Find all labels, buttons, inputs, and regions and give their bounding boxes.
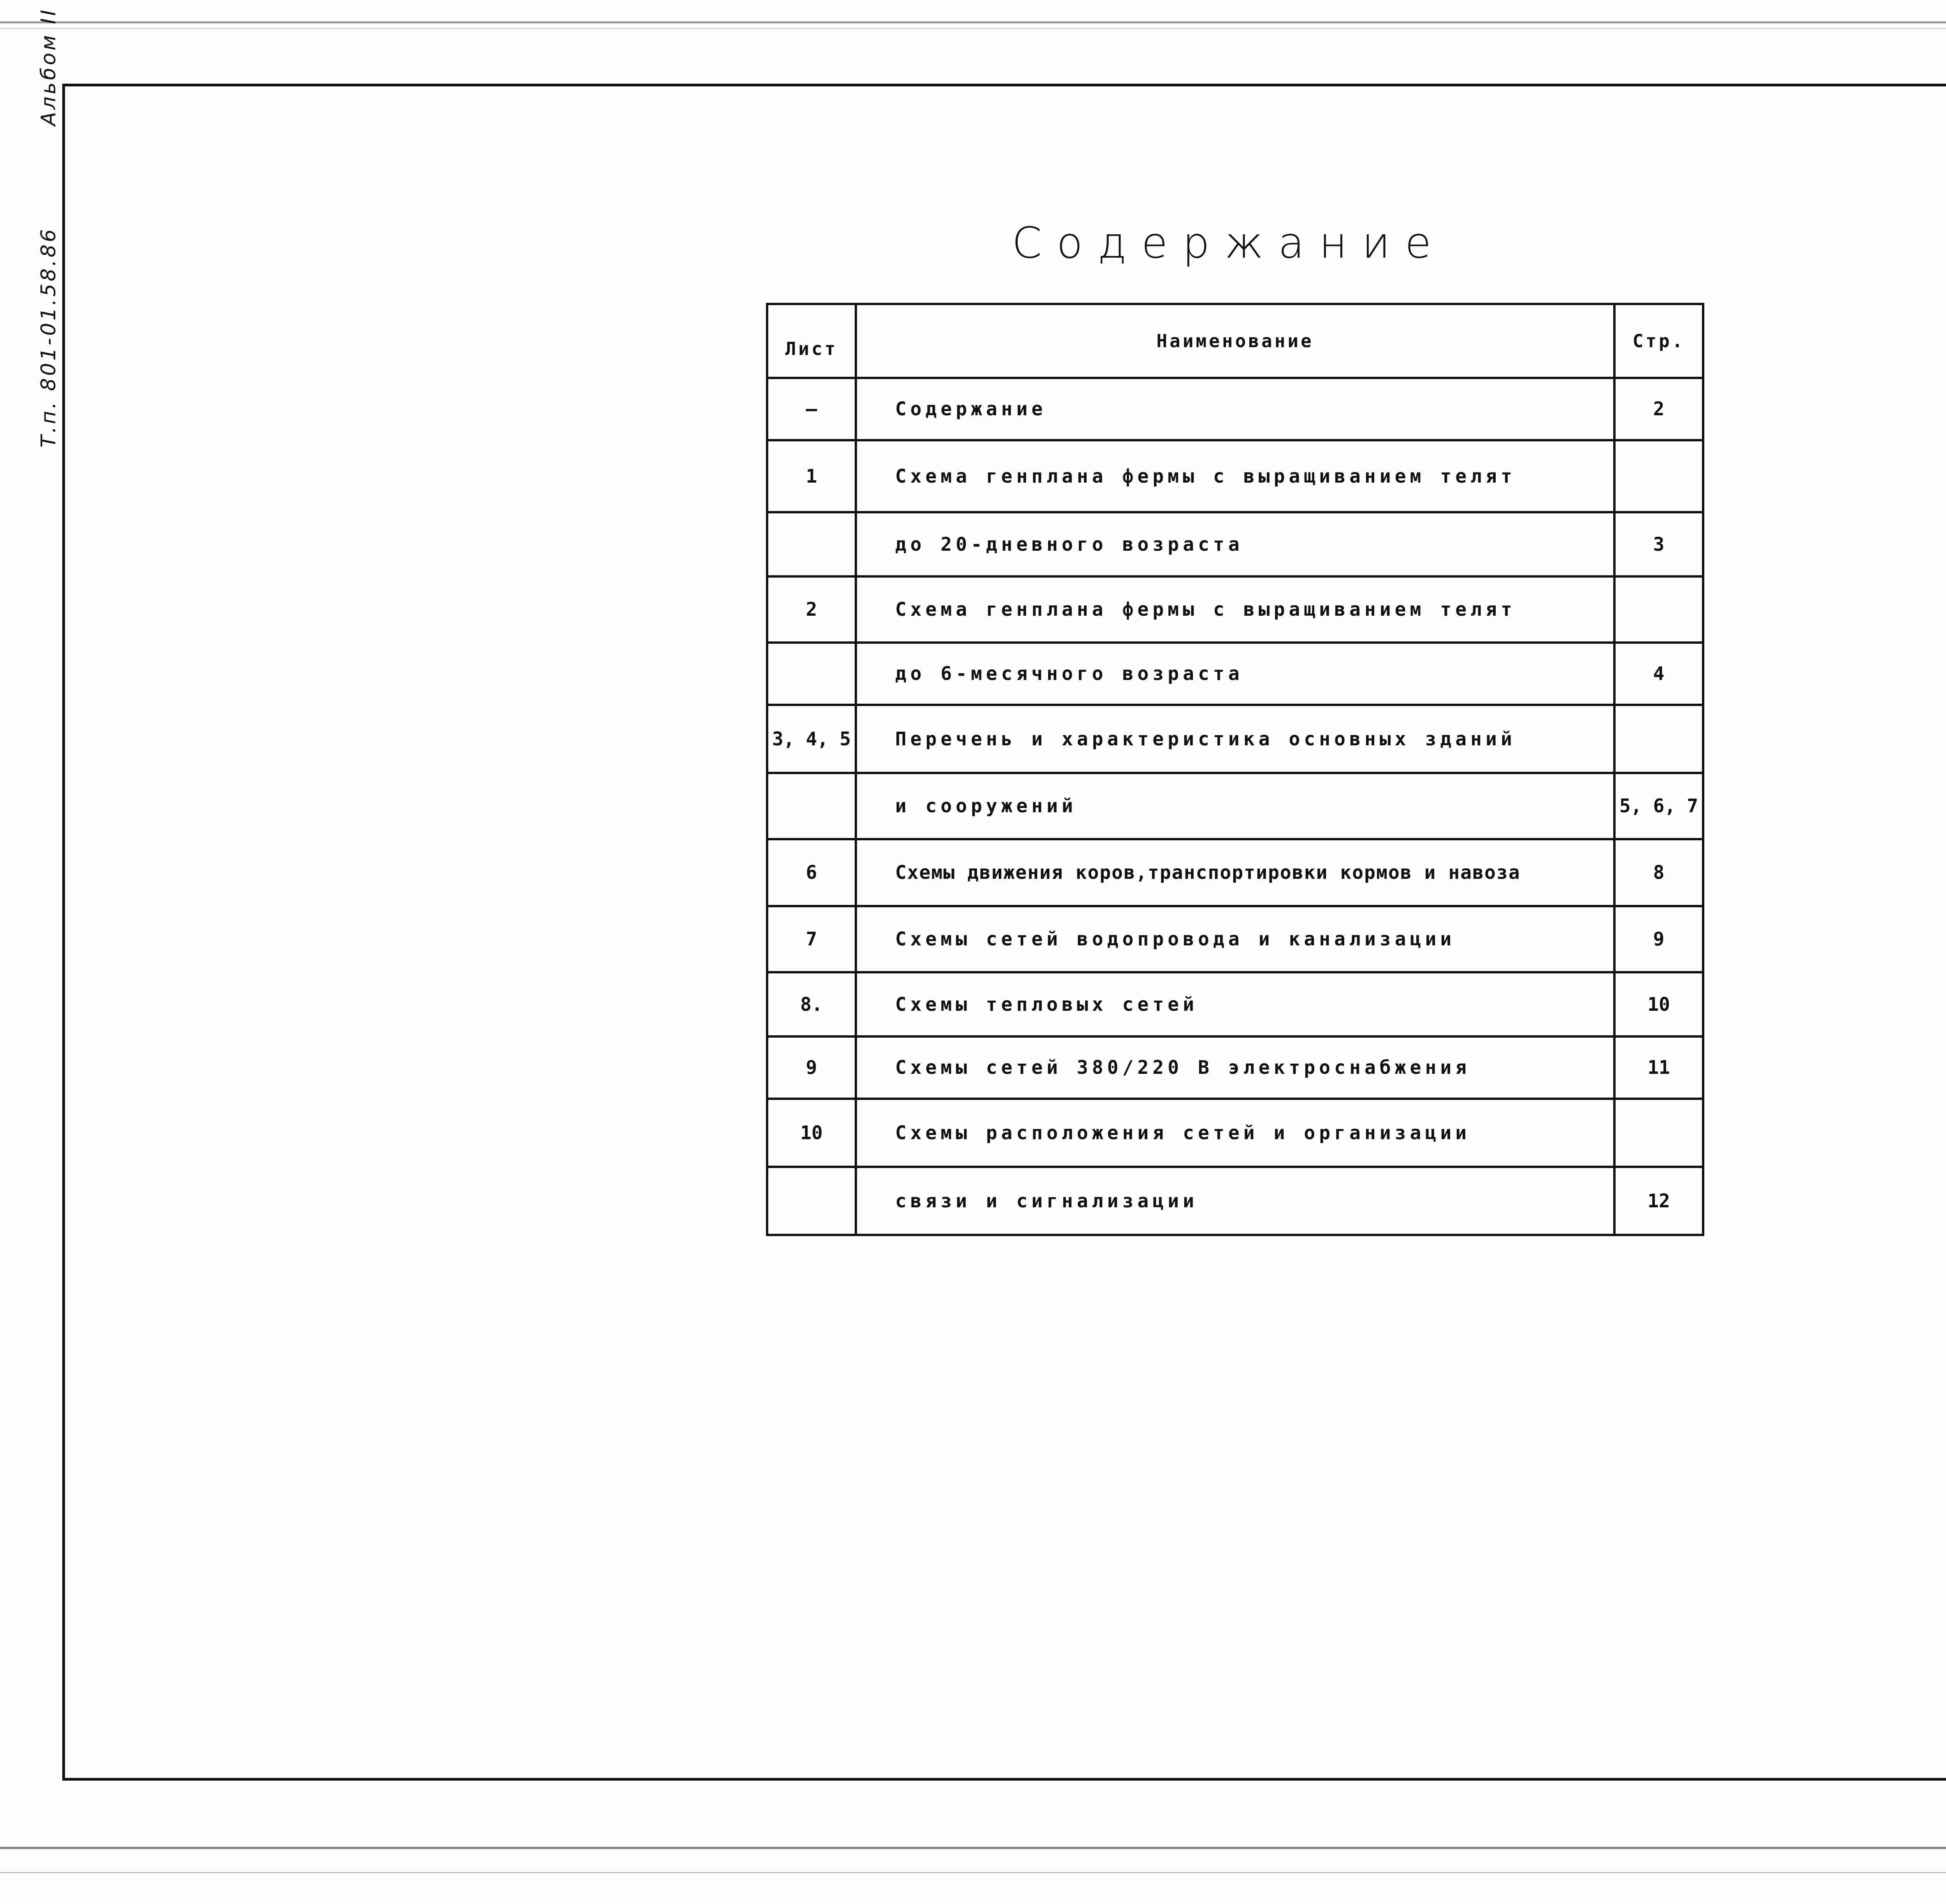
row-name: Схемы тепловых сетей bbox=[856, 972, 1614, 1036]
row-name: Содержание bbox=[856, 378, 1614, 440]
scan-edge-bottom bbox=[0, 1847, 1946, 1849]
scan-edge-top bbox=[0, 21, 1946, 23]
table-row bbox=[767, 378, 1703, 440]
row-name: Схемы расположения сетей и организации bbox=[856, 1099, 1614, 1167]
row-page: 8 bbox=[1614, 839, 1703, 906]
page-title: Содержание bbox=[1012, 218, 1446, 268]
document-designation: Т.п. 801-01.58.86 bbox=[37, 227, 60, 448]
row-name: до 20-дневного возраста bbox=[856, 512, 1614, 576]
table-row bbox=[767, 576, 1703, 643]
row-sheet bbox=[767, 1167, 856, 1235]
header-page: Стр. bbox=[1614, 304, 1703, 378]
row-name: связи и сигнализации bbox=[856, 1167, 1614, 1235]
row-sheet bbox=[767, 643, 856, 705]
row-sheet: — bbox=[767, 378, 856, 440]
row-sheet: 3, 4, 5 bbox=[767, 705, 856, 773]
row-name: Схема генплана фермы с выращиванием телят bbox=[856, 576, 1614, 643]
row-sheet: 2 bbox=[767, 576, 856, 643]
row-sheet: 9 bbox=[767, 1036, 856, 1099]
row-sheet: 8. bbox=[767, 972, 856, 1036]
table-row bbox=[767, 705, 1703, 773]
row-name: до 6-месячного возраста bbox=[856, 643, 1614, 705]
row-sheet bbox=[767, 773, 856, 839]
row-page bbox=[1614, 1099, 1703, 1167]
row-sheet: 10 bbox=[767, 1099, 856, 1167]
row-name: и сооружений bbox=[856, 773, 1614, 839]
table-row bbox=[767, 440, 1703, 512]
table-row bbox=[767, 643, 1703, 705]
row-page bbox=[1614, 705, 1703, 773]
table-row bbox=[767, 839, 1703, 906]
side-label bbox=[37, 7, 60, 448]
row-name: Перечень и характеристика основных зданий bbox=[856, 705, 1614, 773]
row-page: 10 bbox=[1614, 972, 1703, 1036]
table-row bbox=[767, 972, 1703, 1036]
table-row bbox=[767, 1099, 1703, 1167]
scan-edge-top-thin bbox=[0, 28, 1946, 29]
row-sheet: 7 bbox=[767, 906, 856, 972]
album-label: Альбом II bbox=[37, 7, 60, 126]
row-name: Схемы сетей водопровода и канализации bbox=[856, 906, 1614, 972]
header-name: Наименование bbox=[856, 304, 1614, 378]
row-page: 9 bbox=[1614, 906, 1703, 972]
table-header-row bbox=[767, 304, 1703, 378]
table-row bbox=[767, 1167, 1703, 1235]
row-page: 3 bbox=[1614, 512, 1703, 576]
row-sheet bbox=[767, 512, 856, 576]
row-page bbox=[1614, 576, 1703, 643]
row-sheet: 1 bbox=[767, 440, 856, 512]
row-page: 12 bbox=[1614, 1167, 1703, 1235]
row-page: 4 bbox=[1614, 643, 1703, 705]
row-page bbox=[1614, 440, 1703, 512]
table-row bbox=[767, 1036, 1703, 1099]
table-row bbox=[767, 906, 1703, 972]
header-sheet: Лист bbox=[767, 304, 856, 378]
row-page: 2 bbox=[1614, 378, 1703, 440]
row-page: 5, 6, 7 bbox=[1614, 773, 1703, 839]
row-name: Схемы движения коров,транспортировки кормов и навоза bbox=[856, 839, 1614, 906]
table-row bbox=[767, 773, 1703, 839]
contents-table bbox=[766, 303, 1704, 1236]
row-name: Схема генплана фермы с выращиванием телят bbox=[856, 440, 1614, 512]
table-row bbox=[767, 512, 1703, 576]
scan-edge-bottom-thin bbox=[0, 1872, 1946, 1873]
row-page: 11 bbox=[1614, 1036, 1703, 1099]
row-name: Схемы сетей 380/220 В электроснабжения bbox=[856, 1036, 1614, 1099]
row-sheet: 6 bbox=[767, 839, 856, 906]
